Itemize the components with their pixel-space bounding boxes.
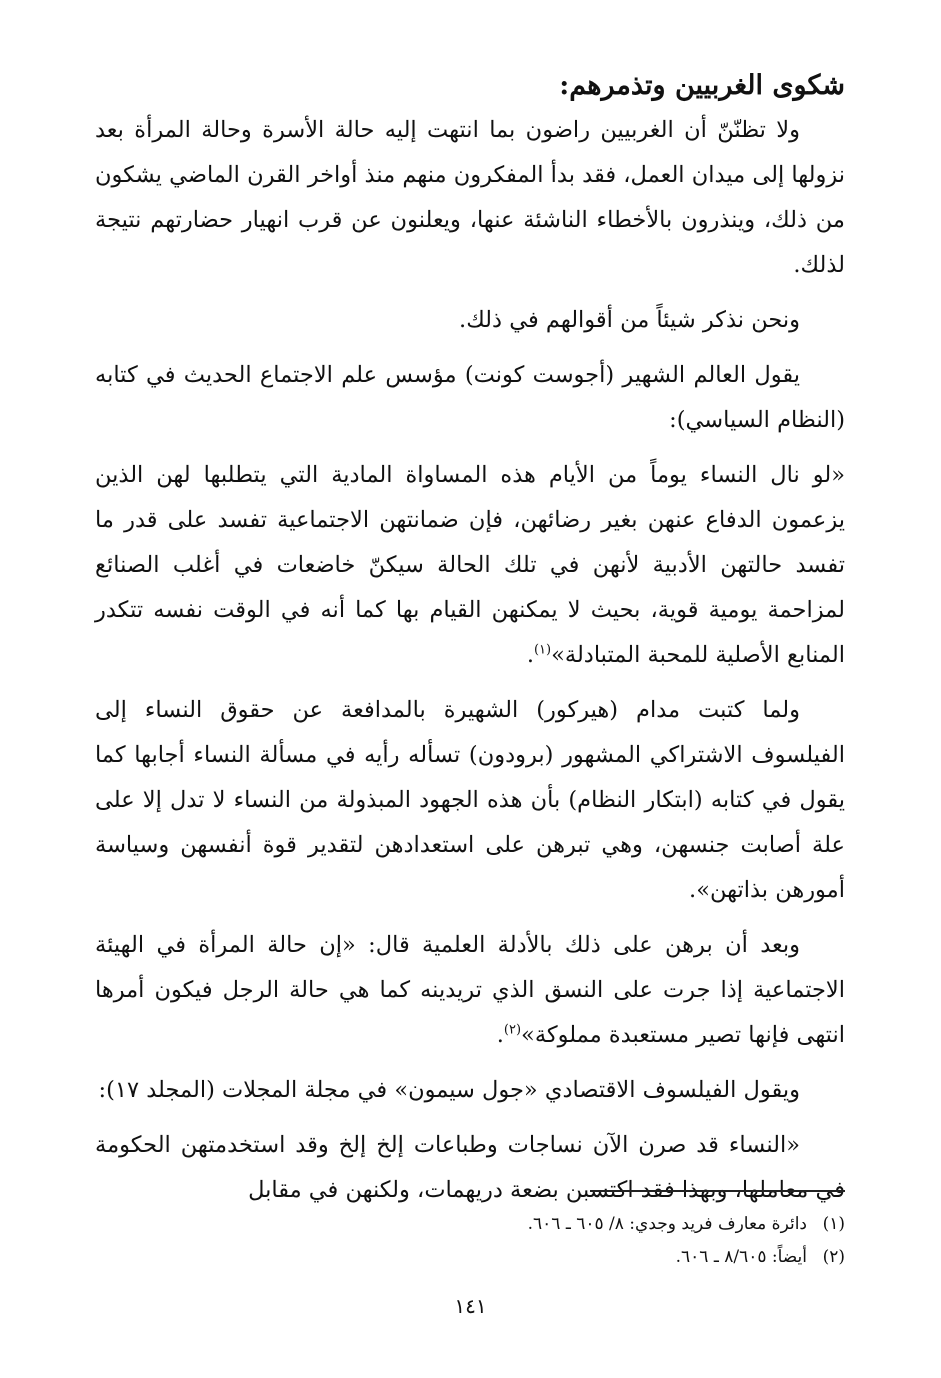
page-number: ١٤١	[454, 1294, 487, 1318]
paragraph: «النساء قد صرن الآن نساجات وطباعات إلخ إلخ وقد استخدمتهن الحكومة في معاملها، وبهذا فقد اكتسبن بضعة دريهمات، ولكنهن في مقابل	[95, 1132, 845, 1203]
footnote	[95, 1208, 845, 1241]
paragraph: ونحن نذكر شيئاً من أقوالهم في ذلك.	[459, 307, 800, 333]
footnote-number: (٢)	[822, 1247, 845, 1267]
period: .	[496, 1022, 504, 1048]
footnote-text: دائرة معارف فريد وجدي: ٨/ ٦٠٥ ـ ٦٠٦.	[527, 1214, 807, 1234]
page-body	[95, 64, 845, 1223]
footnote-text: أيضاً: ٨/٦٠٥ ـ ٦٠٦.	[675, 1247, 807, 1267]
footnote-mark: (١)	[533, 642, 552, 658]
paragraph	[95, 923, 845, 1058]
paragraph: ولما كتبت مدام (هيركور) الشهيرة بالمدافعة عن حقوق النساء إلى الفيلسوف الاشتراكي المشهور (برودون) تسأله رأيه في مسألة النساء أجابها كما يقول في كتابه (ابتكار النظام) بأن هذه الجهود المبذولة من النساء لا تدل إلا على علة أصابت جنسهن، وهي تبرهن على استعدادهن لتقدير قوة أنفسهن وسياسة أمورهن بذاتهن».	[95, 697, 845, 903]
paragraph: ولا تظنّنّ أن الغربيين راضون بما انتهت إليه حالة الأسرة وحالة المرأة بعد نزولها إلى ميدان العمل، فقد بدأ المفكرون منهم منذ أواخر القرن الماضي يشكون من ذلك، وينذرون بالأخطاء الناشئة عنها، ويعلنون عن قرب انهيار حضارتهم نتيجة لذلك.	[95, 117, 845, 278]
quote-text: «لو نال النساء يوماً من الأيام هذه المساواة المادية التي يتطلبها لهن الذين يزعمون الدفاع عنهن بغير رضائهن، فإن ضمانتهن الاجتماعية تفسد على قدر ما تفسد حالتهن الأدبية لأنهن في تلك الحالة سيكنّ خاضعات في أغلب الصنائع لمزاحمة يومية قوية، بحيث لا يمكنهن القيام بها كما أنه في الوقت نفسه تتكدر المنابع الأصلية للمحبة المتبادلة»	[95, 462, 845, 668]
section-heading: شكوى الغربيين وتذمرهم:	[559, 70, 845, 101]
paragraph-text: وبعد أن برهن على ذلك بالأدلة العلمية قال: «إن حالة المرأة في الهيئة الاجتماعية إذا جرت على النسق الذي تريدينه كما هي حالة الرجل فيكون أمرها انتهى فإنها تصير مستعبدة مملوكة»	[95, 932, 845, 1048]
paragraph: ويقول الفيلسوف الاقتصادي «جول سيمون» في مجلة المجلات (المجلد ١٧):	[98, 1077, 800, 1103]
footnotes	[95, 1208, 845, 1274]
footnote-mark: (٢)	[503, 1022, 522, 1038]
footnote-divider	[590, 1190, 845, 1192]
footnote	[95, 1241, 845, 1274]
quote-paragraph: «لو نال النساء يوماً من الأيام هذه المساواة المادية التي يتطلبها لهن الذين يزعمون الدفاع عنهن بغير رضائهن، فإن ضمانتهن الاجتماعية تفسد على قدر ما تفسد حالتهن الأدبية لأنهن في تلك الحالة سيكنّ خاضعات في أغلب الصنائع لمزاحمة يومية قوية، بحيث لا يمكنهن القيام بها كما أنه في الوقت نفسه تتكدر المنابع الأصلية للمحبة المتبادلة»$^{(١)}$.	[95, 462, 845, 668]
footnote-number: (١)	[822, 1214, 845, 1234]
paragraph: يقول العالم الشهير (أجوست كونت) مؤسس علم الاجتماع الحديث في كتابه (النظام السياسي):	[95, 362, 845, 433]
